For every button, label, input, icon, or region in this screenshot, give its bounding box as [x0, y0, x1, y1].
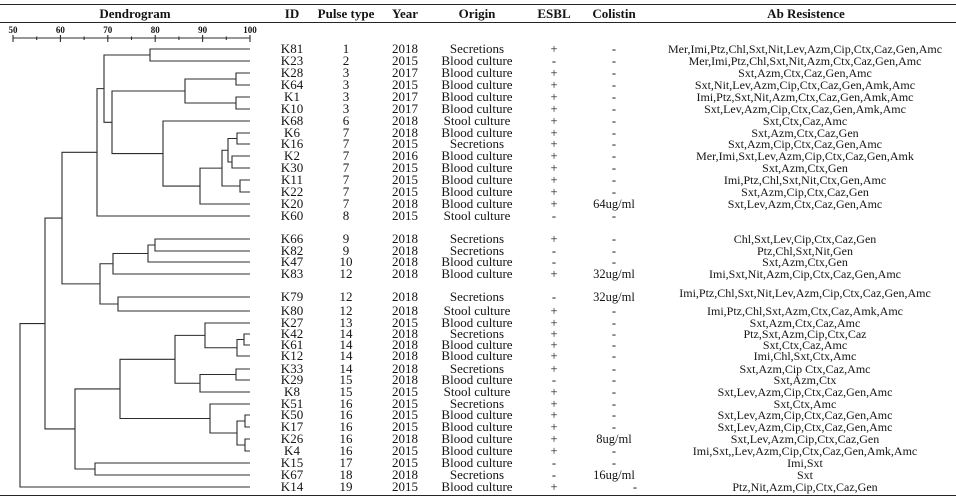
row-id: K14: [280, 479, 304, 494]
row-esbl: +: [550, 161, 558, 175]
row-year: 2018: [392, 303, 418, 318]
row-ab-resistance: Imi,Sxt,,Lev,Azm,Cip,Ctx,Caz,Gen,Amk,Amc: [692, 444, 918, 458]
row-year: 2017: [392, 101, 418, 116]
row-pulse-type: 2: [342, 53, 350, 68]
row-id: K10: [280, 101, 304, 116]
row-esbl: +: [550, 304, 558, 318]
row-pulse-type: 12: [339, 303, 353, 318]
row-id: K61: [280, 337, 304, 352]
row-origin: Blood culture: [441, 196, 513, 211]
row-pulse-type: 8: [342, 208, 350, 223]
row-esbl: +: [550, 197, 558, 211]
row-colistin: -: [611, 420, 617, 434]
row-colistin: -: [611, 338, 617, 352]
row-origin: Secretions: [449, 396, 505, 411]
row-ab-resistance: Sxt,Ctx,Caz,Amc: [762, 338, 848, 352]
row-esbl: -: [551, 209, 557, 223]
row-pulse-type: 16: [339, 443, 353, 458]
row-colistin: -: [611, 102, 617, 116]
row-id: K16: [280, 136, 304, 151]
row-esbl: +: [550, 420, 558, 434]
row-ab-resistance: Imi,Ptz,Chl,Sxt,Nit,Lev,Azm,Cip,Ctx,Caz,Gen,Amc: [679, 286, 931, 300]
row-pulse-type: 6: [342, 113, 350, 128]
row-pulse-type: 14: [339, 326, 353, 341]
row-pulse-type: 16: [339, 407, 353, 422]
row-esbl: +: [550, 444, 558, 458]
scale-tick-label: 80: [150, 25, 160, 35]
row-esbl: +: [550, 149, 558, 163]
row-pulse-type: 7: [342, 148, 350, 163]
row-year: 2018: [392, 431, 418, 446]
row-id: K66: [280, 231, 304, 246]
row-colistin: -: [611, 255, 617, 269]
row-id: K50: [280, 407, 304, 422]
row-ab-resistance: Sxt,Azm,Ctx,Caz,Gen,Amc: [738, 66, 872, 80]
row-pulse-type: 18: [339, 467, 353, 482]
row-esbl: +: [550, 232, 558, 246]
row-esbl: -: [551, 373, 557, 387]
row-pulse-type: 14: [339, 361, 353, 376]
row-ab-resistance: Imi,Ptz,Chl,Sxt,Nit,Ctx,Gen,Amc: [723, 173, 887, 187]
row-ab-resistance: Imi,Ptz,Chl,Sxt,Azm,Ctx,Caz,Amk,Amc: [707, 304, 903, 318]
row-ab-resistance: Sxt: [796, 468, 814, 482]
row-colistin: 64ug/ml: [593, 197, 635, 211]
row-esbl: +: [550, 267, 558, 281]
row-colistin: -: [611, 137, 617, 151]
row-id: K20: [280, 196, 304, 211]
row-colistin: -: [611, 349, 617, 363]
row-ab-resistance: Sxt,Azm,Ctx,Gen: [762, 161, 848, 175]
row-year: 2015: [392, 407, 418, 422]
row-id: K4: [284, 443, 300, 458]
row-colistin: 16ug/ml: [593, 468, 635, 482]
row-year: 2015: [392, 160, 418, 175]
row-ab-resistance: Ptz,Nit,Azm,Cip,Ctx,Caz,Gen: [732, 480, 878, 494]
row-id: K6: [284, 125, 300, 140]
row-origin: Secretions: [449, 136, 505, 151]
row-origin: Blood culture: [441, 348, 513, 363]
row-origin: Secretions: [449, 243, 505, 258]
row-colistin: -: [611, 78, 617, 92]
row-origin: Blood culture: [441, 315, 513, 330]
row-origin: Blood culture: [441, 65, 513, 80]
row-id: K15: [280, 455, 304, 470]
header-id: ID: [284, 6, 300, 21]
row-esbl: +: [550, 362, 558, 376]
row-ab-resistance: Imi,Ptz,Sxt,Nit,Azm,Ctx,Caz,Gen,Amk,Amc: [696, 90, 914, 104]
row-year: 2018: [392, 337, 418, 352]
row-colistin: 8ug/ml: [596, 432, 632, 446]
row-ab-resistance: Sxt,Azm,Ctx,Caz,Gen: [751, 126, 859, 140]
row-pulse-type: 3: [342, 89, 350, 104]
row-colistin: -: [611, 316, 617, 330]
row-id: K28: [280, 65, 304, 80]
row-year: 2018: [392, 361, 418, 376]
row-colistin: -: [611, 397, 617, 411]
row-esbl: -: [551, 54, 557, 68]
row-id: K8: [284, 384, 300, 399]
row-id: K23: [280, 53, 304, 68]
row-year: 2018: [392, 326, 418, 341]
row-id: K17: [280, 419, 304, 434]
row-colistin: -: [611, 362, 617, 376]
row-year: 2018: [392, 254, 418, 269]
row-year: 2018: [392, 196, 418, 211]
row-colistin: -: [611, 244, 617, 258]
row-ab-resistance: Imi,Sxt: [787, 456, 823, 470]
row-origin: Blood culture: [441, 337, 513, 352]
row-year: 2018: [392, 41, 418, 56]
row-colistin: -: [611, 114, 617, 128]
row-ab-resistance: Sxt,Azm,Ctx,Caz,Amc: [749, 316, 861, 330]
row-esbl: +: [550, 385, 558, 399]
row-ab-resistance: Imi,Sxt,Nit,Azm,Cip,Ctx,Caz,Gen,Amc: [709, 267, 901, 281]
row-colistin: -: [611, 42, 617, 56]
row-pulse-type: 9: [342, 231, 350, 246]
row-ab-resistance: Sxt,Azm,Cip,Ctx,Caz,Gen: [741, 185, 869, 199]
row-esbl: -: [551, 255, 557, 269]
row-pulse-type: 14: [339, 337, 353, 352]
row-id: K68: [280, 113, 304, 128]
row-origin: Blood culture: [441, 372, 513, 387]
row-ab-resistance: Mer,Imi,Ptz,Chl,Sxt,Nit,Azm,Ctx,Caz,Gen,Amc: [688, 54, 922, 68]
row-pulse-type: 7: [342, 160, 350, 175]
row-esbl: -: [551, 244, 557, 258]
row-origin: Stool culture: [443, 208, 511, 223]
row-year: 2015: [392, 315, 418, 330]
row-id: K67: [280, 467, 304, 482]
row-origin: Blood culture: [441, 266, 513, 281]
row-esbl: +: [550, 432, 558, 446]
row-esbl: +: [550, 102, 558, 116]
row-esbl: +: [550, 338, 558, 352]
row-colistin: 32ug/ml: [593, 290, 635, 304]
row-esbl: +: [550, 185, 558, 199]
row-pulse-type: 3: [342, 65, 350, 80]
row-year: 2018: [392, 113, 418, 128]
row-year: 2015: [392, 384, 418, 399]
row-pulse-type: 13: [339, 315, 353, 330]
row-id: K12: [280, 348, 304, 363]
row-esbl: +: [550, 137, 558, 151]
row-pulse-type: 16: [339, 431, 353, 446]
row-ab-resistance: Sxt,Azm,Cip,Ctx,Caz,Gen,Amc: [728, 137, 882, 151]
row-esbl: +: [550, 78, 558, 92]
row-pulse-type: 9: [342, 243, 350, 258]
row-ab-resistance: Sxt,Azm,Cip Ctx,Caz,Amc: [739, 362, 871, 376]
row-ab-resistance: Sxt,Lev,Azm,Cip,Ctx,Caz,Gen,Amc: [717, 385, 893, 399]
row-ab-resistance: Sxt,Ctx,Caz,Amc: [762, 114, 848, 128]
row-pulse-type: 16: [339, 396, 353, 411]
row-id: K60: [280, 208, 304, 223]
row-esbl: -: [551, 456, 557, 470]
row-pulse-type: 7: [342, 125, 350, 140]
row-esbl: +: [550, 173, 558, 187]
row-id: K29: [280, 372, 304, 387]
row-origin: Blood culture: [441, 455, 513, 470]
row-pulse-type: 12: [339, 266, 353, 281]
header-ab-resistance: Ab Resistence: [767, 6, 845, 21]
row-colistin: 32ug/ml: [593, 267, 635, 281]
row-id: K80: [280, 303, 304, 318]
row-origin: Secretions: [449, 231, 505, 246]
row-origin: Blood culture: [441, 125, 513, 140]
row-origin: Blood culture: [441, 479, 513, 494]
row-id: K11: [281, 172, 303, 187]
row-origin: Blood culture: [441, 77, 513, 92]
row-esbl: +: [550, 114, 558, 128]
row-id: K33: [280, 361, 304, 376]
row-pulse-type: 16: [339, 419, 353, 434]
row-colistin: -: [611, 209, 617, 223]
row-ab-resistance: Ptz,Chl,Sxt,Nit,Gen: [756, 244, 854, 258]
row-esbl: +: [550, 66, 558, 80]
header-esbl: ESBL: [537, 6, 571, 21]
row-colistin: -: [611, 456, 617, 470]
row-pulse-type: 7: [342, 184, 350, 199]
row-origin: Secretions: [449, 361, 505, 376]
row-colistin: -: [611, 408, 617, 422]
row-year: 2018: [392, 289, 418, 304]
row-origin: Blood culture: [441, 431, 513, 446]
row-colistin: -: [611, 161, 617, 175]
row-id: K79: [280, 289, 304, 304]
row-year: 2016: [392, 148, 418, 163]
row-esbl: +: [550, 397, 558, 411]
row-colistin: -: [611, 90, 617, 104]
row-origin: Blood culture: [441, 89, 513, 104]
row-id: K64: [280, 77, 304, 92]
row-colistin: -: [611, 126, 617, 140]
header-dendrogram: Dendrogram: [99, 6, 171, 21]
row-year: 2015: [392, 455, 418, 470]
row-colistin: -: [611, 66, 617, 80]
row-id: K47: [280, 254, 304, 269]
row-ab-resistance: Sxt,Lev,Azm,Cip,Ctx,Caz,Gen,Amk,Amc: [704, 102, 906, 116]
row-pulse-type: 1: [342, 41, 350, 56]
row-esbl: +: [550, 316, 558, 330]
row-esbl: +: [550, 126, 558, 140]
row-colistin: -: [611, 385, 617, 399]
header-origin: Origin: [458, 6, 496, 21]
row-origin: Blood culture: [441, 184, 513, 199]
row-id: K1: [284, 89, 300, 104]
row-origin: Blood culture: [441, 160, 513, 175]
row-origin: Secretions: [449, 289, 505, 304]
row-colistin: -: [611, 444, 617, 458]
row-ab-resistance: Sxt,Lev,Azm,Cip,Ctx,Caz,Gen,Amc: [717, 408, 893, 422]
row-year: 2017: [392, 89, 418, 104]
row-id: K81: [280, 41, 304, 56]
row-esbl: +: [550, 480, 558, 494]
row-ab-resistance: Sxt,Lev,Azm,Cip,Ctx,Caz,Gen,Amc: [717, 420, 893, 434]
row-colistin: -: [611, 373, 617, 387]
row-origin: Blood culture: [441, 419, 513, 434]
row-pulse-type: 17: [339, 455, 353, 470]
row-esbl: -: [551, 290, 557, 304]
row-year: 2015: [392, 184, 418, 199]
scale-tick-label: 90: [198, 25, 208, 35]
scale-tick-label: 50: [8, 25, 18, 35]
row-pulse-type: 7: [342, 196, 350, 211]
row-year: 2018: [392, 372, 418, 387]
row-year: 2015: [392, 396, 418, 411]
row-year: 2018: [392, 243, 418, 258]
row-colistin: -: [611, 149, 617, 163]
row-id: K22: [280, 184, 304, 199]
row-pulse-type: 15: [339, 384, 353, 399]
row-ab-resistance: Chl,Sxt,Lev,Cip,Ctx,Caz,Gen: [733, 232, 877, 246]
row-id: K83: [280, 266, 304, 281]
row-origin: Blood culture: [441, 254, 513, 269]
row-id: K82: [280, 243, 304, 258]
row-colistin: -: [611, 54, 617, 68]
row-ab-resistance: Mer,Imi,Sxt,Lev,Azm,Cip,Ctx,Caz,Gen,Amk: [696, 149, 914, 163]
header-colistin: Colistin: [592, 6, 636, 21]
row-id: K26: [280, 431, 304, 446]
row-year: 2018: [392, 266, 418, 281]
row-origin: Stool culture: [443, 384, 511, 399]
row-year: 2018: [392, 231, 418, 246]
scale-tick-label: 70: [103, 25, 113, 35]
scale-tick-label: 60: [55, 25, 65, 35]
row-esbl: +: [550, 327, 558, 341]
row-origin: Blood culture: [441, 101, 513, 116]
row-esbl: -: [551, 468, 557, 482]
row-year: 2015: [392, 443, 418, 458]
row-origin: Blood culture: [441, 407, 513, 422]
row-pulse-type: 15: [339, 372, 353, 387]
row-year: 2015: [392, 419, 418, 434]
row-esbl: +: [550, 349, 558, 363]
row-ab-resistance: Mer,Imi,Ptz,Chl,Sxt,Nit,Lev,Azm,Cip,Ctx,Caz,Gen,Amc: [667, 42, 943, 56]
row-origin: Blood culture: [441, 443, 513, 458]
row-ab-resistance: Ptz,Sxt,Azm,Cip,Ctx,Caz: [743, 327, 867, 341]
row-origin: Blood culture: [441, 172, 513, 187]
row-colistin: -: [611, 304, 617, 318]
row-esbl: +: [550, 42, 558, 56]
row-id: K51: [280, 396, 304, 411]
row-ab-resistance: Sxt,Nit,Lev,Azm,Cip,Ctx,Caz,Gen,Amk,Amc: [694, 78, 916, 92]
row-pulse-type: 3: [342, 77, 350, 92]
row-esbl: +: [550, 90, 558, 104]
row-pulse-type: 7: [342, 172, 350, 187]
row-ab-resistance: Sxt,Azm,Ctx,Gen: [762, 255, 848, 269]
row-origin: Secretions: [449, 41, 505, 56]
row-id: K2: [284, 148, 300, 163]
row-pulse-type: 14: [339, 348, 353, 363]
row-year: 2015: [392, 53, 418, 68]
row-origin: Stool culture: [443, 113, 511, 128]
row-origin: Blood culture: [441, 148, 513, 163]
row-pulse-type: 19: [339, 479, 353, 494]
row-year: 2018: [392, 125, 418, 140]
header-year: Year: [392, 6, 418, 21]
row-year: 2018: [392, 467, 418, 482]
row-ab-resistance: Imi,Chl,Sxt,Ctx,Amc: [753, 349, 857, 363]
row-year: 2017: [392, 65, 418, 80]
header-pulse-type: Pulse type: [317, 6, 375, 21]
row-origin: Secretions: [449, 467, 505, 482]
row-id: K27: [280, 315, 304, 330]
row-ab-resistance: Sxt,Lev,Azm,Cip,Ctx,Caz,Gen: [730, 432, 880, 446]
row-colistin: -: [611, 185, 617, 199]
row-ab-resistance: Sxt,Lev,Azm,Ctx,Caz,Gen,Amc: [727, 197, 883, 211]
scale-tick-label: 100: [243, 25, 257, 35]
row-colistin: -: [611, 173, 617, 187]
row-pulse-type: 12: [339, 289, 353, 304]
row-year: 2015: [392, 172, 418, 187]
row-ab-resistance: Sxt,Azm,Ctx: [773, 373, 837, 387]
row-colistin: -: [611, 327, 617, 341]
row-origin: Stool culture: [443, 303, 511, 318]
row-id: K42: [280, 326, 304, 341]
row-pulse-type: 7: [342, 136, 350, 151]
row-year: 2015: [392, 77, 418, 92]
row-year: 2015: [392, 136, 418, 151]
row-pulse-type: 3: [342, 101, 350, 116]
row-origin: Blood culture: [441, 53, 513, 68]
row-year: 2015: [392, 208, 418, 223]
row-origin: Secretions: [449, 326, 505, 341]
row-ab-resistance: Sxt,Ctx,Amc: [773, 397, 837, 411]
row-year: 2015: [392, 479, 418, 494]
row-year: 2018: [392, 348, 418, 363]
row-esbl: +: [550, 408, 558, 422]
row-id: K30: [280, 160, 304, 175]
row-pulse-type: 10: [339, 254, 353, 269]
row-colistin: -: [611, 232, 617, 246]
row-colistin: -: [632, 480, 638, 494]
